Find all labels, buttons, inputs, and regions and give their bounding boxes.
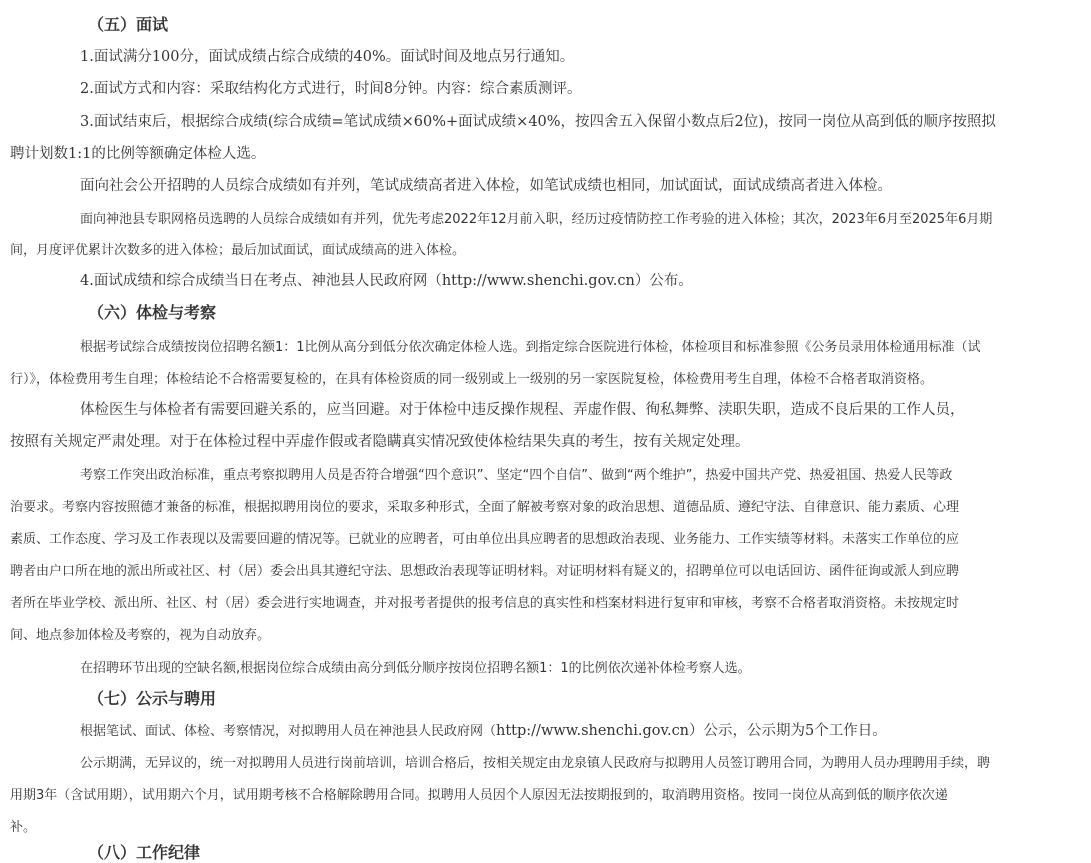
paragraph-line: 聘计划数1:1的比例等额确定体检人选。 — [10, 146, 266, 162]
paragraph-line: 考察工作突出政治标准，重点考察拟聘用人员是否符合增强“四个意识”、坚定“四个自信”、做到“两个维护”，热爱中国共产党、热爱祖国、热爱人民等政 — [80, 468, 953, 483]
paragraph-line: 治要求。考察内容按照德才兼备的标准，根据拟聘用岗位的要求，采取多种形式，全面了解被考察对象的政治思想、道德品质、遵纪守法、自律意识、能力素质、心理 — [10, 500, 960, 515]
website-url: http://www.shenchi.gov.cn — [496, 723, 690, 739]
paragraph-line: 行）》，体检费用考生自理；体检结论不合格需要复检的，在具有体检资质的同一级别或上一级别的另一家医院复检，体检费用考生自理，体检不合格者取消资格。 — [10, 372, 934, 387]
paragraph-line: 间、地点参加体检及考察的，视为自动放弃。 — [10, 628, 271, 643]
paragraph-line: 公示期满，无异议的，统一对拟聘用人员进行岗前培训，培训合格后，按相关规定由龙泉镇人民政府与拟聘用人员签订聘用合同，为聘用人员办理聘用手续，聘 — [80, 756, 991, 771]
paragraph-line: 按照有关规定严肃处理。对于在体检过程中弄虚作假或者隐瞒真实情况致使体检结果失真的考生，按有关规定处理。 — [10, 434, 750, 450]
heading-text: （六）体检与考察 — [88, 303, 217, 322]
paragraph-line: 间，月度评优累计次数多的进入体检；最后加试面试，面试成绩高的进入体检。 — [10, 243, 466, 258]
paragraph-line: 素质、工作态度、学习及工作表现以及需要回避的情况等。已就业的应聘者，可由单位出具应聘者的思想政治表现、业务能力、工作实绩等材料。未落实工作单位的应 — [10, 532, 960, 547]
paragraph-line: 者所在毕业学校、派出所、社区、村（居）委会进行实地调查，并对报考者提供的报考信息的真实性和档案材料进行复审和审核，考察不合格者取消资格。未按规定时 — [10, 596, 960, 611]
paragraph-line: 3.面试结束后，根据综合成绩(综合成绩=笔试成绩×60%+面试成绩×40%，按四舍五入保留小数点后2位)，按同一岗位从高到低的顺序按照拟 — [80, 114, 996, 130]
heading-text: （七）公示与聘用 — [88, 689, 217, 708]
paragraph-line: 根据考试综合成绩按岗位招聘名额1：1比例从高分到低分依次确定体检人选。到指定综合医院进行体检，体检项目和标准参照《公务员录用体检通用标准（试 — [80, 340, 981, 355]
paragraph-text: 在招聘环节出现的空缺名额,根据岗位综合成绩由高分到低分顺序按岗位招聘名额1：1的比例依次递补体检考察人选。 — [80, 661, 751, 676]
paragraph-text: 根据笔试、面试、体检、考察情况，对拟聘用人员在神池县人民政府网（ — [80, 724, 497, 739]
paragraph-text: 4.面试成绩和综合成绩当日在考点、神池县人民政府网（http://www.shenchi.gov.cn）公布。 — [80, 273, 693, 289]
paragraph-text: 面向社会公开招聘的人员综合成绩如有并列，笔试成绩高者进入体检，如笔试成绩也相同，加试面试，面试成绩高者进入体检。 — [80, 178, 892, 194]
paragraph-text: 2.面试方式和内容：采取结构化方式进行，时间8分钟。内容：综合素质测评。 — [80, 81, 582, 97]
paragraph-line: 面向神池县专职网格员选聘的人员综合成绩如有并列，优先考虑2022年12月前入职，经历过疫情防控工作考验的进入体检；其次，2023年6月至2025年6月期 — [80, 212, 993, 227]
heading-text: （八）工作纪律 — [88, 843, 201, 862]
paragraph-line: 聘者由户口所在地的派出所或社区、村（居）委会出具其遵纪守法、思想政治表现等证明材料。对证明材料有疑义的，招聘单位可以电话回访、函件征询或派人到应聘 — [10, 564, 960, 579]
paragraph-text: ）公示，公示期为5个工作日。 — [689, 723, 887, 739]
paragraph-line: 体检医生与体检者有需要回避关系的，应当回避。对于体检中违反操作规程、弄虚作假、徇私舞弊、渎职失职，造成不良后果的工作人员， — [80, 402, 965, 418]
paragraph-line — [80, 719, 887, 740]
paragraph-line: 用期3年（含试用期），试用期六个月，试用期考核不合格解除聘用合同。拟聘用人员因个人原因无法按期报到的，取消聘用资格。按同一岗位从高到低的顺序依次递 — [10, 788, 948, 803]
section-heading-cut-off — [88, 840, 201, 862]
paragraph-text: 1.面试满分100分，面试成绩占综合成绩的40%。面试时间及地点另行通知。 — [80, 49, 575, 65]
paragraph-line: 补。 — [10, 820, 37, 835]
heading-text: （五）面试 — [88, 15, 169, 34]
